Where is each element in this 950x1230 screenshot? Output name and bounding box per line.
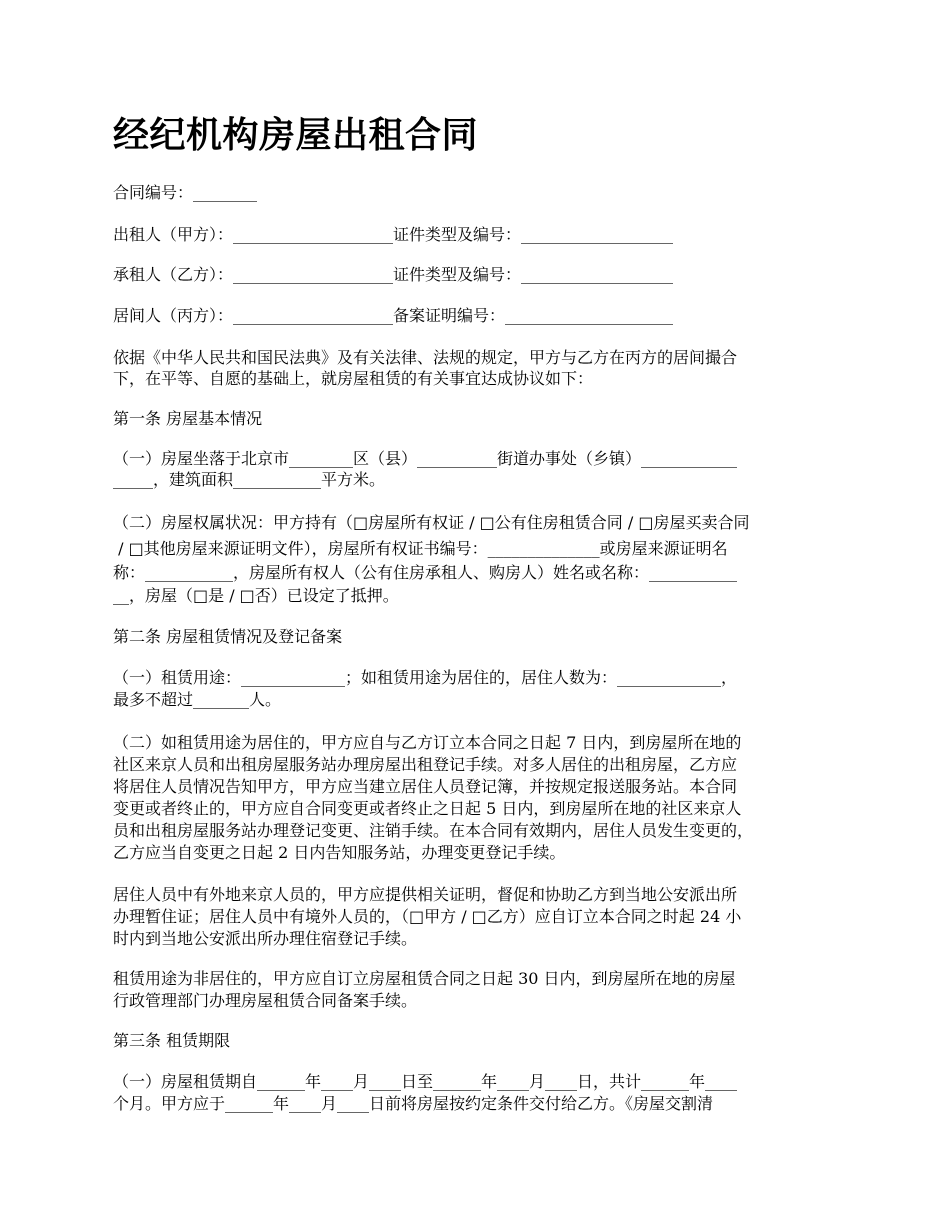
contract-number-line: 合同编号：________ (113, 183, 258, 202)
preamble-line-2: 下，在平等、自愿的基础上，就房屋租赁的有关事宜达成协议如下： (113, 369, 594, 388)
article-2-para-3-line-2: 办理暂住证；居住人员中有境外人员的，（□甲方 / □乙方）应自订立本合同之时起 24 小 (113, 907, 742, 926)
article-1-clause-2-line-4: __，房屋（□是 / □否）已设定了抵押。 (113, 586, 399, 605)
article-2-clause-2-line-6: 乙方应当自变更之日起 2 日内告知服务站，办理变更登记手续。 (113, 843, 566, 862)
article-2-clause-2-line-3: 将居住人员情况告知甲方，甲方应当建立居住人员登记簿，并按规定报送服务站。本合同 (113, 777, 738, 796)
article-3-clause-1-line-2: 个月。甲方应于______年____月____日前将房屋按约定条件交付给乙方。《房屋交割清 (113, 1094, 714, 1113)
party-a-line: 出租人（甲方）：____________________证件类型及编号：___________________ (113, 225, 674, 244)
article-2-clause-2-line-4: 变更或者终止的，甲方应自合同变更或者终止之日起 5 日内，到房屋所在地的社区来京人 (113, 799, 742, 818)
party-b-line: 承租人（乙方）：____________________证件类型及编号：___________________ (113, 265, 674, 284)
article-3-clause-1-line-1: （一）房屋租赁期自______年____月____日至______年____月____日，共计______年____ (113, 1072, 738, 1091)
article-2-clause-2-line-2: 社区来京人员和出租房屋服务站办理房屋出租登记手续。对多人居住的出租房屋，乙方应 (113, 755, 738, 774)
article-1-clause-1-line-2: _____，建筑面积___________平方米。 (113, 470, 386, 489)
article-2-clause-1-line-2: 最多不超过_______人。 (113, 690, 282, 709)
article-1-clause-1-line-1: （一）房屋坐落于北京市________区（县）__________街道办事处（乡镇）____________ (113, 449, 738, 468)
article-2-para-4-line-1: 租赁用途为非居住的，甲方应自订立房屋租赁合同之日起 30 日内，到房屋所在地的房屋 (113, 969, 736, 988)
article-2-clause-2-line-1: （二）如租赁用途为居住的，甲方应自与乙方订立本合同之日起 7 日内，到房屋所在地的 (113, 733, 742, 752)
article-2-heading: 第二条 房屋租赁情况及登记备案 (113, 627, 343, 646)
article-2-clause-1-line-1: （一）租赁用途：_____________；如租赁用途为居住的，居住人数为：_____________， (113, 668, 738, 687)
article-2-para-3-line-3: 时内到当地公安派出所办理住宿登记手续。 (113, 929, 418, 948)
article-1-clause-2-line-3: 称：___________，房屋所有权人（公有住房承租人、购房人）姓名或名称：___________ (113, 563, 738, 582)
article-2-para-4-line-2: 行政管理部门办理房屋租赁合同备案手续。 (113, 991, 418, 1010)
article-1-clause-2-line-1: （二）房屋权属状况：甲方持有（□房屋所有权证 / □公有住房租赁合同 / □房屋买卖合同 (113, 513, 750, 532)
article-2-clause-2-line-5: 员和出租房屋服务站办理登记变更、注销手续。在本合同有效期内，居住人员发生变更的， (113, 821, 754, 840)
article-3-heading: 第三条 租赁期限 (113, 1031, 231, 1050)
article-2-para-3-line-1: 居住人员中有外地来京人员的，甲方应提供相关证明，督促和协助乙方到当地公安派出所 (113, 885, 738, 904)
document-title: 经纪机构房屋出租合同 (113, 115, 479, 156)
party-c-line: 居间人（丙方）：____________________备案证明编号：_____________________ (113, 306, 674, 325)
preamble-line-1: 依据《中华人民共和国民法典》及有关法律、法规的规定，甲方与乙方在丙方的居间撮合 (113, 348, 738, 367)
article-1-clause-2-line-2: / □其他房屋来源证明文件），房屋所有权证书编号：______________或房屋来源证明名 (113, 539, 728, 558)
article-1-heading: 第一条 房屋基本情况 (113, 409, 263, 428)
